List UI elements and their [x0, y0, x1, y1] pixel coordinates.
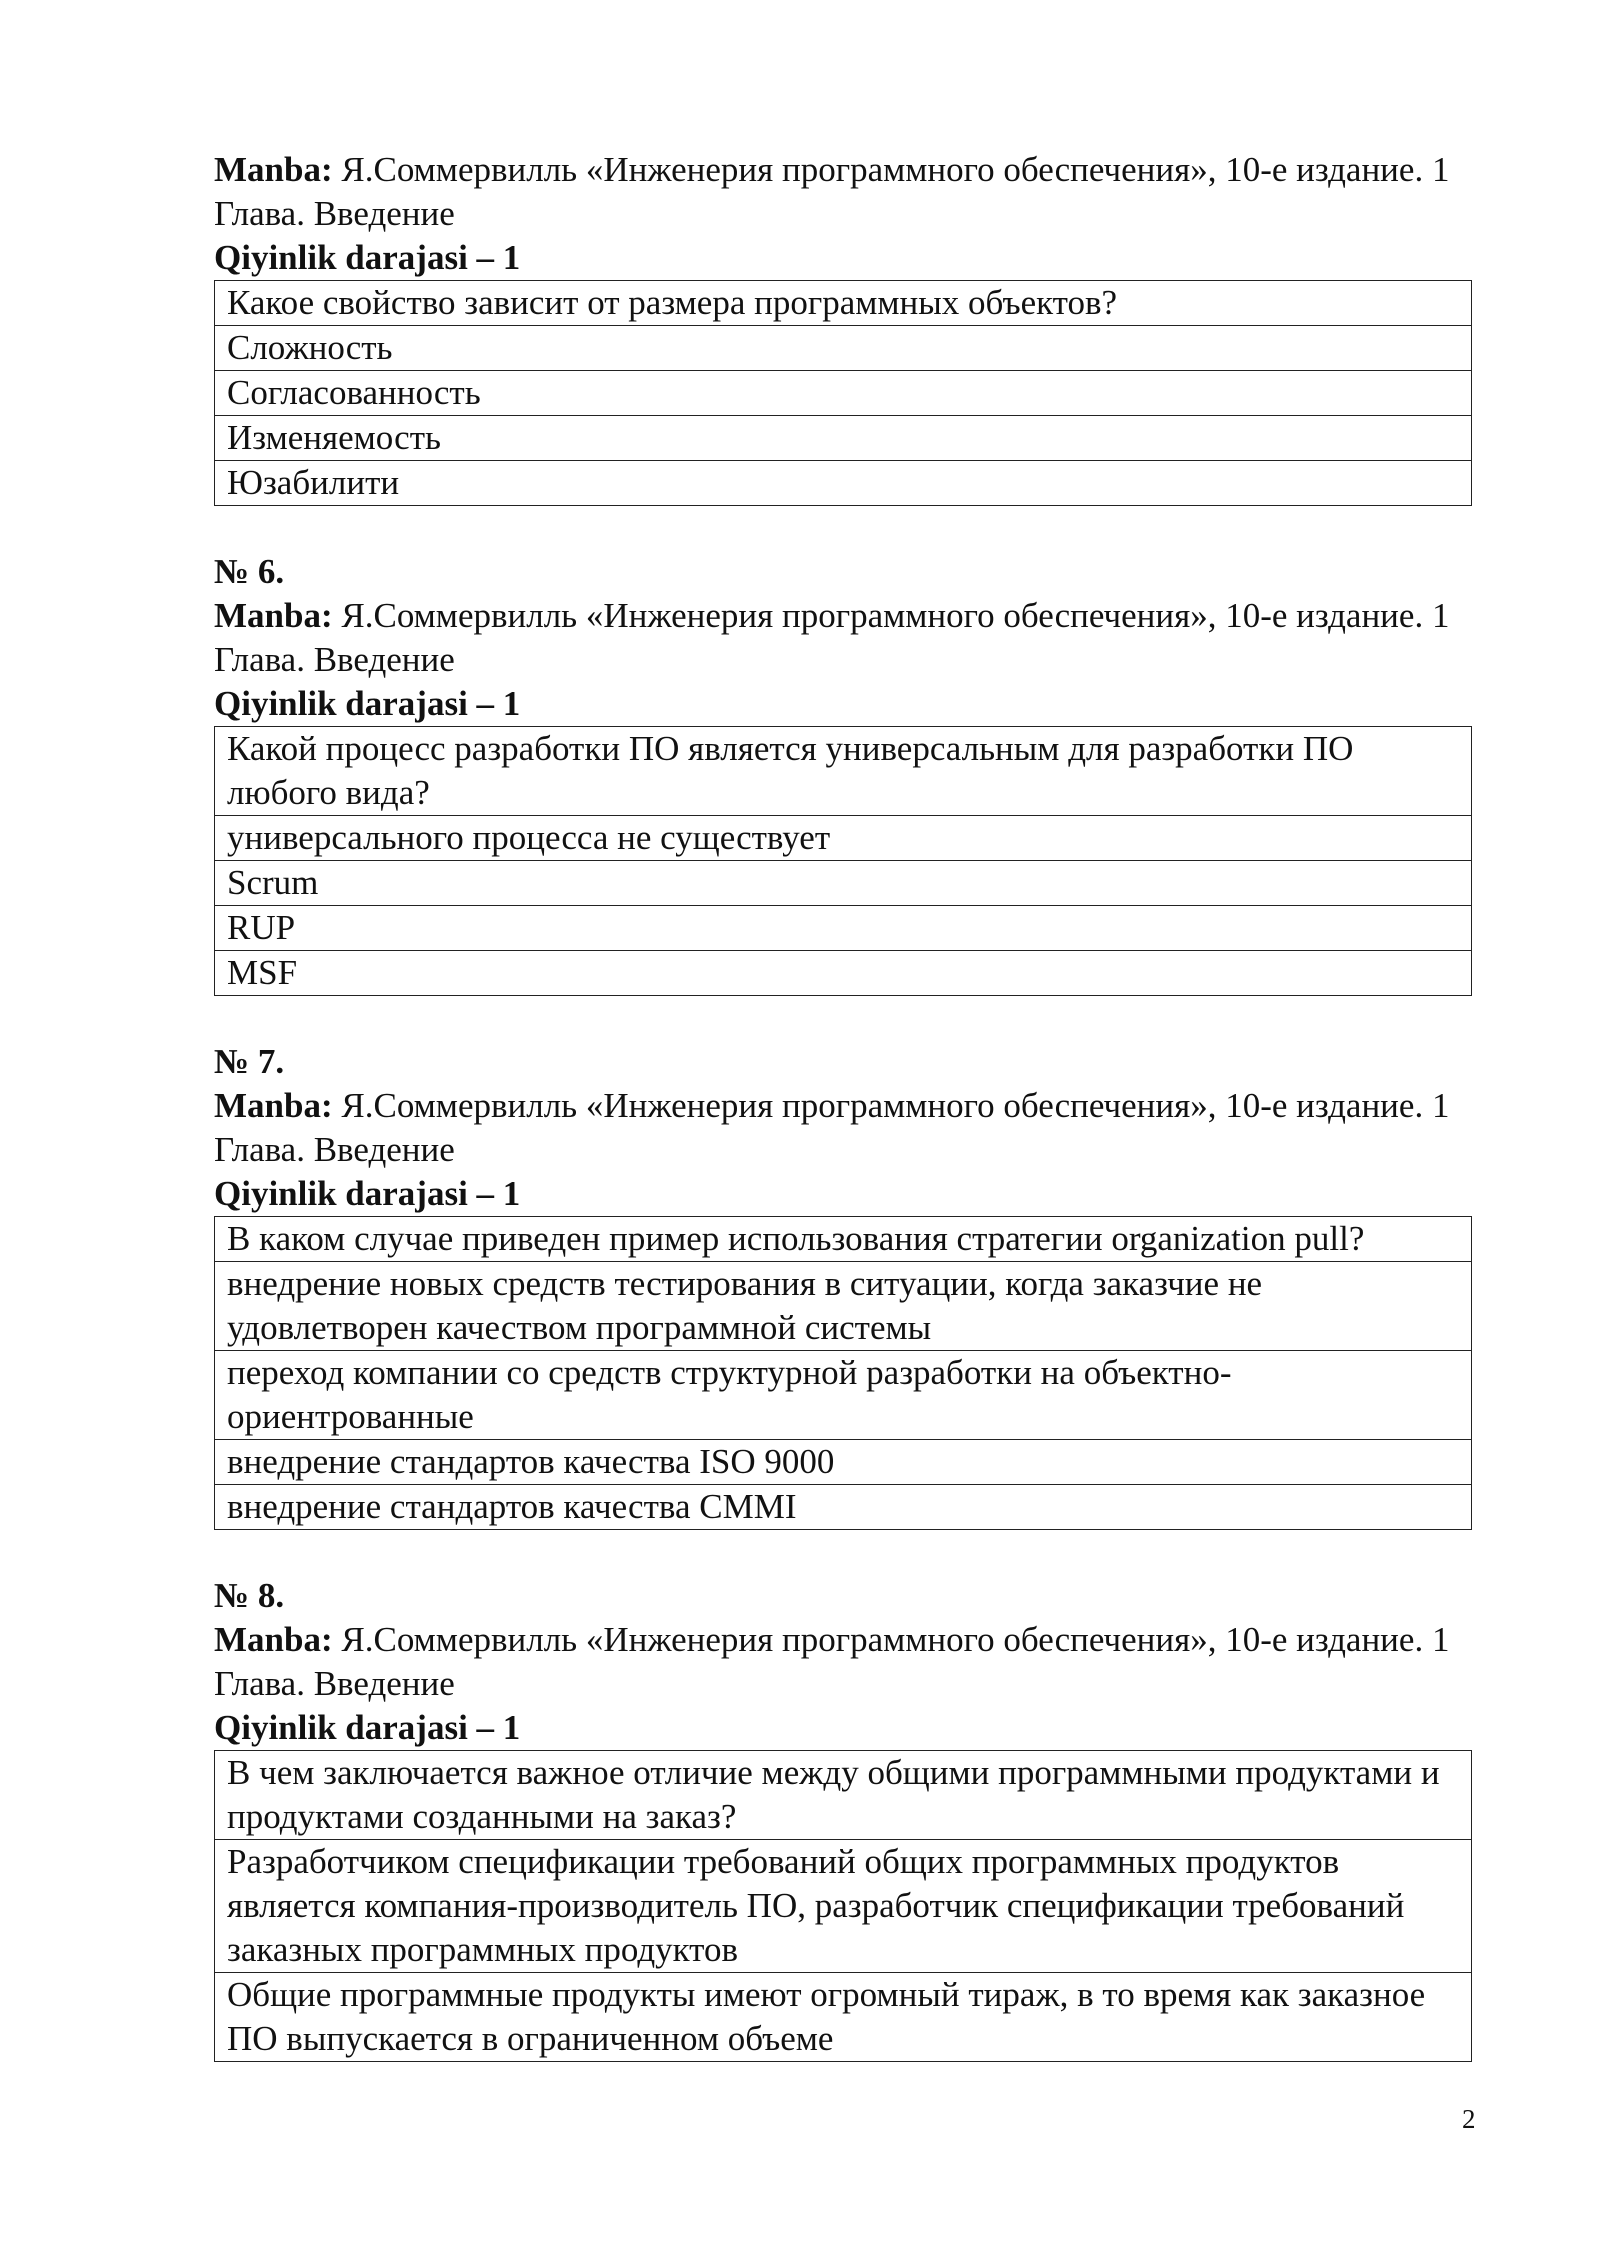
answer-option: Scrum: [215, 861, 1472, 906]
question-number: № 7.: [214, 1042, 285, 1081]
question-number: № 6.: [214, 552, 285, 591]
source-label: Manba:: [214, 150, 333, 189]
question-block-7: [214, 1040, 1472, 1530]
difficulty-level: Qiyinlik darajasi – 1: [214, 1174, 521, 1213]
source-text: Я.Соммервилль «Инженерия программного обеспечения», 10-е издание. 1 Глава. Введение: [214, 596, 1450, 679]
question-block-6: [214, 550, 1472, 996]
source-label: Manba:: [214, 596, 333, 635]
page-number: 2: [1462, 2104, 1476, 2134]
question-block-8: [214, 1574, 1472, 2062]
source-label: Manba:: [214, 1086, 333, 1125]
source-line: [214, 148, 1472, 236]
source-text: Я.Соммервилль «Инженерия программного обеспечения», 10-е издание. 1 Глава. Введение: [214, 150, 1450, 233]
answer-option: внедрение стандартов качества CMMI: [215, 1485, 1472, 1530]
answer-option: внедрение новых средств тестирования в ситуации, когда заказчие не удовлетворен качеством программной системы: [215, 1262, 1472, 1351]
question-table: [214, 726, 1472, 996]
question-table: [214, 280, 1472, 506]
answer-option: MSF: [215, 951, 1472, 996]
answer-option: Согласованность: [215, 371, 1472, 416]
source-label: Manba:: [214, 1620, 333, 1659]
source-line: [214, 1618, 1472, 1706]
answer-option: Общие программные продукты имеют огромный тираж, в то время как заказное ПО выпускается в ограниченном объеме: [215, 1973, 1472, 2062]
page-content: [214, 148, 1472, 2106]
question-number: № 8.: [214, 1576, 285, 1615]
answer-option: внедрение стандартов качества ISO 9000: [215, 1440, 1472, 1485]
answer-option: Юзабилити: [215, 461, 1472, 506]
answer-option: Разработчиком спецификации требований общих программных продуктов является компания-производитель ПО, разработчик спецификации требований заказных программных продуктов: [215, 1840, 1472, 1973]
answer-option: Сложность: [215, 326, 1472, 371]
question-block-5: [214, 148, 1472, 506]
question-table: [214, 1750, 1472, 2062]
difficulty-level: Qiyinlik darajasi – 1: [214, 1708, 521, 1747]
question-text: В каком случае приведен пример использования стратегии organization pull?: [215, 1217, 1472, 1262]
difficulty-level: Qiyinlik darajasi – 1: [214, 238, 521, 277]
answer-option: Изменяемость: [215, 416, 1472, 461]
source-text: Я.Соммервилль «Инженерия программного обеспечения», 10-е издание. 1 Глава. Введение: [214, 1086, 1450, 1169]
question-text: В чем заключается важное отличие между общими программными продуктами и продуктами созданными на заказ?: [215, 1751, 1472, 1840]
answer-option: RUP: [215, 906, 1472, 951]
difficulty-level: Qiyinlik darajasi – 1: [214, 684, 521, 723]
question-text: Какое свойство зависит от размера программных объектов?: [215, 281, 1472, 326]
source-line: [214, 1084, 1472, 1172]
answer-option: универсального процесса не существует: [215, 816, 1472, 861]
source-text: Я.Соммервилль «Инженерия программного обеспечения», 10-е издание. 1 Глава. Введение: [214, 1620, 1450, 1703]
question-text: Какой процесс разработки ПО является универсальным для разработки ПО любого вида?: [215, 727, 1472, 816]
question-table: [214, 1216, 1472, 1530]
answer-option: переход компании со средств структурной разработки на объектно-ориентрованные: [215, 1351, 1472, 1440]
source-line: [214, 594, 1472, 682]
